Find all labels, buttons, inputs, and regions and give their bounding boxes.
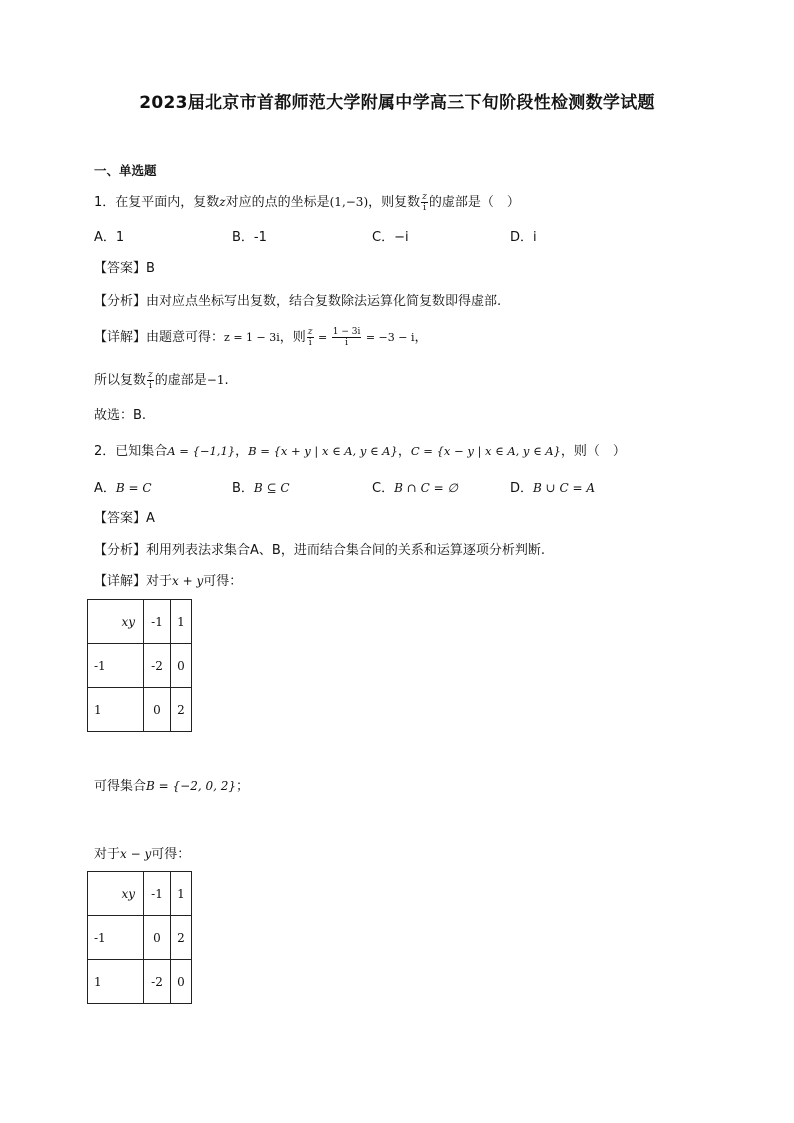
detail-eq-2: = −3 − i [362,331,415,344]
detail-expr: x + y [172,574,204,588]
q1-stem-text-2: 对应的点的坐标是 [225,195,330,210]
difference-table [87,871,192,1004]
option-label: A． [94,481,116,496]
q1-option-b: B．-1 [232,230,267,245]
detail-text-2: 可得： [151,847,191,862]
table-row [88,600,192,644]
detail-text: 由题意可得： [146,330,225,345]
detail-frac-1 [307,327,314,348]
q1-option-a: A．1 [94,230,125,245]
detail-frac-2 [332,327,362,348]
answer-tag: 【答案】 [94,261,147,276]
detail-text-2: 可得： [203,574,243,589]
sum-table [87,599,192,732]
q1-stem-text-4: 的虚部是（ ） [428,195,520,210]
q2-stem-text: 2．已知集合 [94,444,168,459]
detail-text: 所以复数 [94,373,147,388]
q2-analysis [94,542,545,560]
q2-stem-text-2: ，则（ ） [560,444,626,459]
detail-tag: 【详解】 [94,330,147,345]
detail-text: 对于 [94,847,121,862]
table-header-cell: xy [88,872,144,916]
detail-text-2: ，则 [279,330,306,345]
table-row [88,960,192,1004]
line2-fraction [147,370,154,391]
q1-fraction [421,192,428,213]
q1-z: z [219,195,226,209]
answer-value: B [146,261,155,276]
table-cell: 1 [88,960,144,1004]
q2-set-b: B = {x + y | x ∈ A, y ∈ A} [248,444,398,458]
table-row [88,644,192,688]
q2-option-d [510,479,595,498]
q2-set-a: A = {−1,1} [167,444,236,458]
q1-analysis [94,293,501,311]
table-header-cell: xy [88,600,144,644]
detail-eq: z = 1 − 3i [224,331,280,344]
frac-num: z [307,327,313,337]
q1-frac-num: z [422,192,427,202]
q1-answer [94,260,155,278]
table-header-cell: -1 [144,600,171,644]
detail-expr: x − y [120,847,152,861]
detail-eq-mid: = [314,331,331,344]
q2-detail [94,572,242,591]
page-title: 2023届北京市首都师范大学附属中学高三下旬阶段性检测数学试题 [139,93,655,113]
q2-answer [94,510,155,528]
q2-result1 [94,777,249,796]
frac-den: i [308,338,312,348]
q1-stem-text: 1．在复平面内，复数 [94,195,220,210]
table-cell: 0 [171,644,192,688]
option-label: C． [372,481,395,496]
result-expr: B = {−2, 0, 2} [146,779,237,793]
answer-value: A [146,511,155,526]
table-header-cell: -1 [144,872,171,916]
result-text-2: ； [236,779,250,794]
table-row [88,688,192,732]
q1-detail [94,327,428,348]
table-row [88,916,192,960]
table-cell: 1 [88,688,144,732]
analysis-tag: 【分析】 [94,294,147,309]
option-label: B． [232,481,254,496]
analysis-text: 利用列表法求集合A、B，进而结合集合间的关系和运算逐项分析判断. [146,543,545,558]
option-expr: B ∪ C = A [533,481,596,495]
option-expr: B = C [115,481,152,495]
result-text: 可得集合 [94,779,147,794]
detail-text: 对于 [146,574,173,589]
table-cell: -1 [88,916,144,960]
table-cell: -2 [144,644,171,688]
q1-conclusion: 故选：B. [94,408,147,423]
q2-detail-2 [94,845,190,864]
q2-stem [94,442,626,461]
detail-text-2: 的虚部是 [154,373,207,388]
table-header-cell: 1 [171,872,192,916]
frac-den: i [148,381,152,391]
analysis-tag: 【分析】 [94,543,147,558]
frac-den: i [345,338,348,348]
table-cell: -1 [88,644,144,688]
q1-detail-line2 [94,370,229,391]
analysis-text: 由对应点坐标写出复数，结合复数除法运算化简复数即得虚部. [146,294,502,309]
answer-tag: 【答案】 [94,511,147,526]
q2-sep-2: ， [397,444,411,459]
q2-option-b [232,479,290,498]
frac-num: z [148,370,153,380]
detail-value: −1 [206,373,225,387]
detail-tag: 【详解】 [94,574,147,589]
table-cell: -2 [144,960,171,1004]
option-expr: B ⊆ C [253,481,290,495]
option-expr: B ∩ C = ∅ [394,481,458,495]
q1-option-d: D．i [510,230,537,245]
detail-text-3: . [224,373,229,388]
q2-option-a [94,479,152,498]
option-label: D． [510,481,534,496]
table-cell: 0 [144,688,171,732]
q1-frac-den: i [423,203,426,213]
table-cell: 2 [171,916,192,960]
detail-text-3: ， [414,330,428,345]
table-row [88,872,192,916]
q2-set-c: C = {x − y | x ∈ A, y ∈ A} [410,444,561,458]
q1-option-c: C．−i [372,230,409,245]
q2-sep: ， [235,444,249,459]
frac-num: 1 − 3i [332,327,361,337]
q1-coord: (1,−3) [329,195,369,209]
section-heading: 一、单选题 [94,163,157,178]
table-cell: 0 [171,960,192,1004]
table-header-cell: 1 [171,600,192,644]
table-cell: 0 [144,916,171,960]
q1-stem-text-3: ，则复数 [368,195,421,210]
q1-stem [94,192,520,213]
q2-option-c [372,479,458,498]
table-cell: 2 [171,688,192,732]
